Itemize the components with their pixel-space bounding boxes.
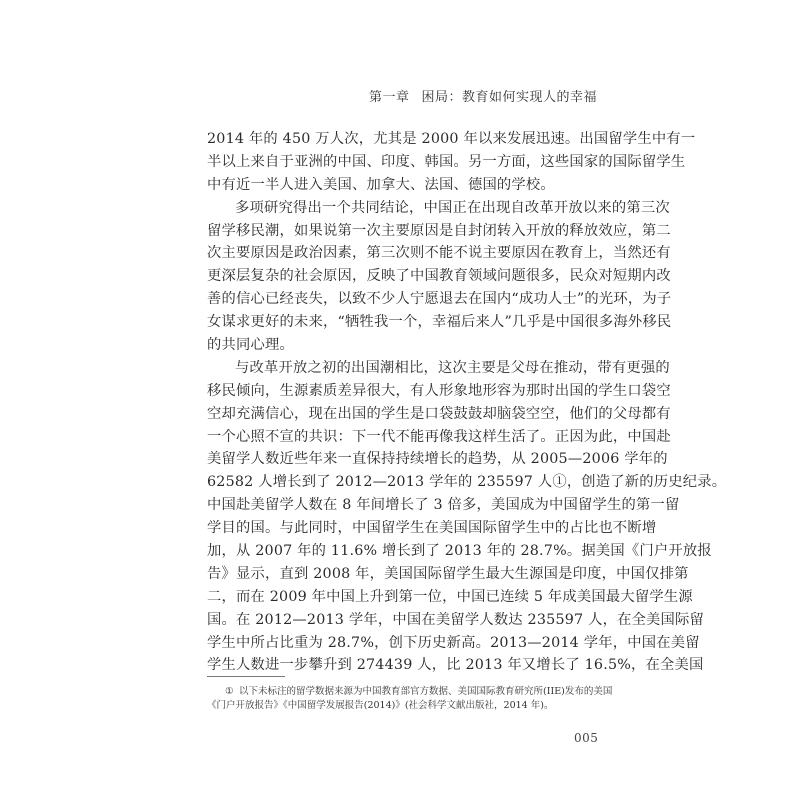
text-line: 一个心照不宣的共识：下一代不能再像我这样生活了。正因为此，中国赴 <box>207 428 671 445</box>
paragraph <box>207 357 727 677</box>
text-line: 美留学人数近些年来一直保持持续增长的趋势，从 2005—2006 学年的 <box>207 451 668 468</box>
footnote-text: 以下未标注的留学数据来源为中国教育部官方数据、美国国际教育研究所(IIE)发布的美国 <box>239 686 613 697</box>
footnotes <box>207 685 613 713</box>
text-line: 学生中所占比重为 28.7%，创下历史新高。2013—2014 学年，中国在美留 <box>207 634 700 651</box>
footnote-text: 《门户开放报告》《中国留学发展报告(2014)》(社会科学文献出版社，2014 年)。 <box>207 700 554 711</box>
body-text <box>207 128 727 677</box>
text-line: 告》显示，直到 2008 年，美国国际留学生最大生源国是印度，中国仅排第 <box>207 565 689 582</box>
text-line: 加，从 2007 年的 11.6% 增长到了 2013 年的 28.7%。据美国《门户开放报 <box>207 543 712 560</box>
running-header <box>369 86 597 105</box>
text-line: 62582 人增长到了 2012—2013 学年的 235597 人①，创造了新的历史纪录。 <box>207 474 727 491</box>
text-line: 中国赴美留学人数在 8 年间增长了 3 倍多，美国成为中国留学生的第一留 <box>207 497 680 514</box>
text-line: 二，而在 2009 年中国上升到第一位，中国已连续 5 年成美国最大留学生源 <box>207 588 693 605</box>
text-line: 的共同心理。 <box>207 337 294 354</box>
text-line: 与改革开放之初的出国潮相比，这次主要是父母在推动，带有更强的 <box>235 359 670 376</box>
footnote-marker: ① <box>225 686 234 697</box>
paragraph <box>207 197 672 357</box>
text-line: 次主要原因是政治因素，第三次则不能不说主要原因在教育上，当然还有 <box>207 245 671 262</box>
chapter-title: 困局：教育如何实现人的幸福 <box>421 90 597 105</box>
text-line: 空却充满信心，现在出国的学生是口袋鼓鼓却脑袋空空，他们的父母都有 <box>207 405 671 422</box>
text-line: 半以上来自于亚洲的中国、印度、韩国。另一方面，这些国家的国际留学生 <box>207 153 686 170</box>
chapter-label: 第一章 <box>368 90 410 105</box>
text-line: 学生人数进一步攀升到 274439 人，比 2013 年又增长了 16.5%，在全美国 <box>207 657 704 674</box>
footnote-line <box>207 699 597 713</box>
footnote-divider <box>207 676 285 677</box>
text-line: 2014 年的 450 万人次，尤其是 2000 年以来发展迅速。出国留学生中有一 <box>207 131 696 147</box>
text-line: 移民倾向，生源素质差异很大，有人形象地形容为那时出国的学生口袋空 <box>207 382 671 399</box>
paragraph <box>207 128 696 197</box>
text-line: 更深层复杂的社会原因，反映了中国教育领域问题很多，民众对短期内改 <box>207 268 671 285</box>
text-line: 中有近一半人进入美国、加拿大、法国、德国的学校。 <box>207 176 555 193</box>
text-line: 学目的国。与此同时，中国留学生在美国国际留学生中的占比也不断增 <box>207 520 657 537</box>
text-line: 多项研究得出一个共同结论，中国正在出现自改革开放以来的第三次 <box>235 199 670 216</box>
text-line: 善的信心已经丧失，以致不少人宁愿退去在国内“成功人士”的光环，为子 <box>207 291 672 308</box>
page-number: 005 <box>574 731 599 745</box>
text-line: 留学移民潮，如果说第一次主要原因是自封闭转入开放的释放效应，第二 <box>207 222 671 239</box>
footnote-line <box>207 685 613 699</box>
text-line: 女谋求更好的未来，“牺牲我一个，幸福后来人”几乎是中国很多海外移民 <box>207 314 672 331</box>
text-line: 国。在 2012—2013 学年，中国在美留学人数达 235597 人，在全美国际留 <box>207 611 705 628</box>
